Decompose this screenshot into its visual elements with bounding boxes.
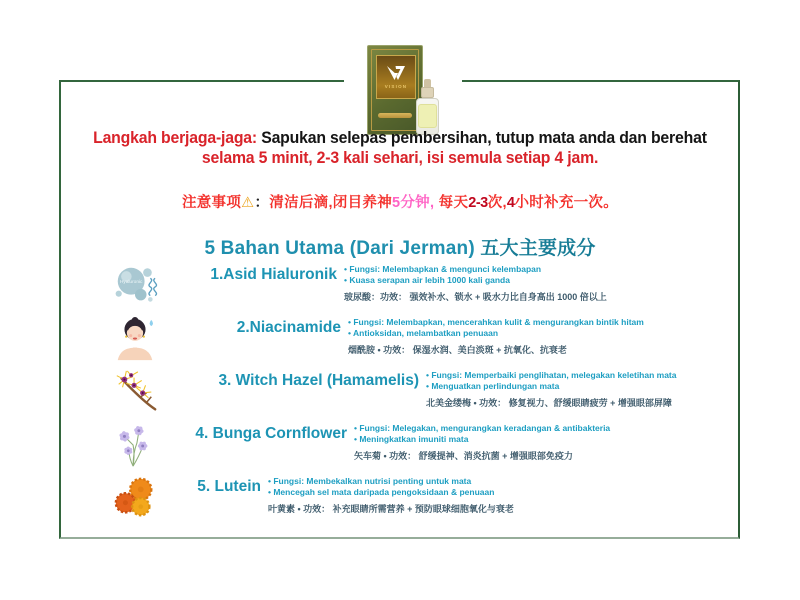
bottle-dropper-tip bbox=[424, 79, 431, 87]
ingredient-chinese-desc: 矢车菊 • 功效： 舒缓提神、消炎抗菌 + 增强眼部免疫力 bbox=[354, 451, 573, 461]
ingredient-bullet: • Fungsi: Melembapkan, mencerahkan kulit & mengurangkan bintik hitam bbox=[348, 317, 682, 328]
text-segment: 4 bbox=[506, 195, 515, 211]
ingredient-row bbox=[112, 316, 682, 362]
ingredient-chinese-desc: 烟酰胺 • 功效： 保湿水润、美白淡斑 + 抗氧化、抗衰老 bbox=[348, 345, 567, 355]
box-gold-stripe bbox=[378, 113, 412, 118]
ingredient-chinese-desc: 玻尿酸：功效： 强效补水、锁水 + 吸水力比自身高出 1000 倍以上 bbox=[344, 292, 607, 302]
ingredient-bullet: • Antioksidan, melambatkan penuaan bbox=[348, 328, 682, 339]
brand-logo bbox=[376, 55, 416, 99]
ingredient-name: 5. Lutein bbox=[197, 478, 261, 495]
ingredient-row bbox=[112, 263, 682, 309]
ingredient-chinese-desc: 叶黄素 • 功效： 补充眼睛所需营养 + 预防眼球细胞氧化与衰老 bbox=[268, 504, 514, 514]
text-segment: 5分钟 bbox=[392, 195, 430, 211]
ingredient-bullets bbox=[348, 317, 682, 339]
text-segment: selama 5 minit, 2-3 kali sehari, isi semula setiap 4 jam. bbox=[201, 148, 599, 167]
text-segment: Sapukan selepas pembersihan, tutup mata anda dan berehat bbox=[261, 128, 707, 147]
ingredient-list bbox=[112, 263, 682, 528]
text-segment: Langkah berjaga-jaga: bbox=[93, 128, 262, 147]
text-segment: 每天 bbox=[438, 195, 469, 211]
text-segment: ⚠ bbox=[241, 195, 255, 211]
ingredient-bullet: • Mencegah sel mata daripada pengoksidaan & penuaan bbox=[268, 487, 682, 498]
ingredient-bullet: • Fungsi: Melegakan, mengurangkan keradangan & antibakteria bbox=[354, 423, 682, 434]
ingredient-info bbox=[348, 316, 682, 356]
ingredient-info bbox=[344, 263, 682, 303]
cornflower-icon bbox=[112, 422, 174, 468]
ingredient-name: 1.Asid Hialuronik bbox=[210, 266, 337, 283]
section-title-latin: 5 Bahan Utama (Dari Jerman) bbox=[204, 238, 481, 259]
ingredient-row bbox=[112, 475, 682, 521]
vision-logo-icon bbox=[384, 65, 408, 82]
ingredient-bullets bbox=[344, 264, 682, 286]
ingredient-info bbox=[354, 422, 682, 462]
marigold-flower-icon bbox=[112, 475, 174, 521]
product-box bbox=[367, 45, 423, 135]
ingredient-bullet: • Fungsi: Memperbaiki penglihatan, melegakan keletihan mata bbox=[426, 370, 682, 381]
ingredient-bullet: • Fungsi: Melembapkan & mengunci kelembapan bbox=[344, 264, 682, 275]
text-segment: 注意事项 bbox=[181, 195, 242, 211]
precaution-headline-line1 bbox=[93, 128, 707, 148]
text-segment: 小时补充一次。 bbox=[514, 195, 619, 211]
ingredient-bullet: • Kuasa serapan air lebih 1000 kali ganda bbox=[344, 275, 682, 286]
bottle-cap bbox=[421, 87, 434, 98]
ingredient-info bbox=[268, 475, 682, 515]
ingredient-name: 4. Bunga Cornflower bbox=[195, 425, 347, 442]
ingredient-bullet: • Menguatkan perlindungan mata bbox=[426, 381, 682, 392]
ingredient-bullets bbox=[268, 476, 682, 498]
ingredient-name: 2.Niacinamide bbox=[236, 319, 341, 336]
svg-text:Hyaluronic: Hyaluronic bbox=[119, 280, 143, 286]
text-segment: 清洁后滴,闭目养神 bbox=[269, 195, 392, 211]
ingredient-info bbox=[426, 369, 682, 409]
text-segment: 次, bbox=[487, 195, 507, 211]
text-segment: ： bbox=[254, 195, 270, 211]
ingredient-row bbox=[112, 369, 682, 415]
bottle-label bbox=[418, 104, 437, 128]
ingredient-bullets bbox=[426, 370, 682, 392]
precaution-headline-line2 bbox=[202, 148, 598, 168]
text-segment: , bbox=[429, 195, 439, 211]
ingredient-chinese-desc: 北美金缕梅 • 功效： 修复视力、舒缓眼睛疲劳 + 增强眼部屏障 bbox=[426, 398, 672, 408]
ingredient-bullets bbox=[354, 423, 682, 445]
ingredient-row bbox=[112, 422, 682, 468]
text-segment: 2-3 bbox=[468, 195, 488, 211]
notice-line bbox=[0, 191, 800, 212]
product-bottle bbox=[416, 79, 439, 135]
woman-face-icon bbox=[112, 316, 174, 362]
ingredient-bullet: • Fungsi: Membekalkan nutrisi penting untuk mata bbox=[268, 476, 682, 487]
product-photo bbox=[344, 34, 462, 137]
ingredient-bullet: • Meningkatkan imuniti mata bbox=[354, 434, 682, 445]
ingredient-name: 3. Witch Hazel (Hamamelis) bbox=[218, 372, 419, 389]
precaution-headline bbox=[0, 128, 800, 168]
section-title bbox=[0, 233, 800, 260]
witch-hazel-flower-icon bbox=[112, 369, 174, 415]
section-title-chinese: 五大主要成分 bbox=[480, 238, 596, 259]
brand-name: VISION bbox=[384, 84, 408, 89]
hyaluronic-molecule-icon bbox=[112, 263, 174, 309]
